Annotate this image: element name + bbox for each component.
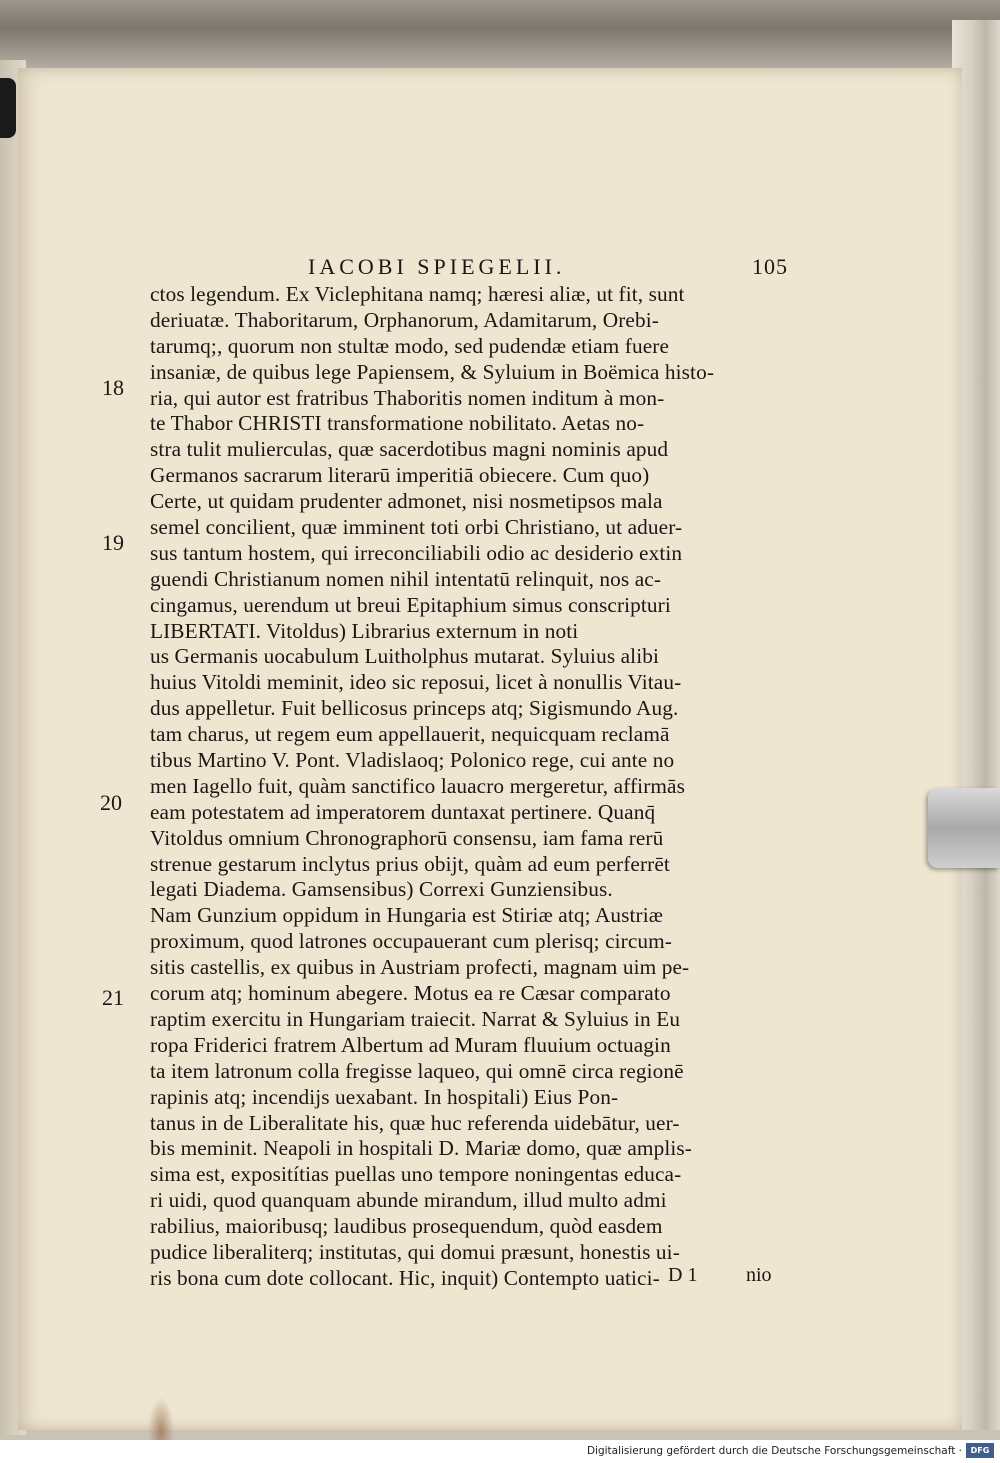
text-line: huius Vitoldi meminit, ideo sic reposui, licet à nonullis Vitau- (150, 670, 682, 695)
folio-number: 105 (752, 254, 788, 279)
text-line: dus appelletur. Fuit bellicosus princeps atq; Sigismundo Aug. (150, 696, 679, 721)
footer-bar (0, 1440, 1000, 1463)
book-top-edge (0, 0, 1000, 70)
text-line: tam charus, ut regem eum appellauerit, nequicquam reclamā (150, 722, 670, 747)
text-line: ropa Friderici fratrem Albertum ad Muram fluuium octuagin (150, 1032, 671, 1057)
text-line: tarumq;, quorum non stultæ modo, sed pudendæ etiam fuere (150, 333, 670, 358)
text-line: tanus in de Liberalitate his, quæ huc referenda uidebātur, uer- (150, 1110, 680, 1135)
margin-number: 19 (102, 530, 124, 555)
text-line: tibus Martino V. Pont. Vladislaoq; Polonico rege, cui ante no (150, 748, 675, 773)
text-line: legati Diadema. Gamsensibus) Correxi Gunziensibus. (150, 877, 613, 902)
text-line: cingamus, uerendum ut breui Epitaphium simus conscripturi (150, 592, 671, 617)
text-line: stra tulit mulierculas, quæ sacerdotibus magni nominis apud (150, 437, 669, 462)
text-line: LIBERTATI. Vitoldus) Librarius externum in noti (150, 618, 579, 643)
text-line: bis meminit. Neapoli in hospitali D. Mariæ domo, quæ amplis- (150, 1136, 692, 1161)
margin-number: 21 (102, 985, 124, 1010)
text-line: sus tantum hostem, qui irreconciliabili odio ac desiderio extin (150, 540, 683, 565)
text-line: corum atq; hominum abegere. Motus ea re Cæsar comparato (150, 981, 671, 1006)
binding-strip (0, 78, 16, 138)
text-line: us Germanis uocabulum Luitholphus mutarat. Syluius alibi (150, 644, 659, 669)
text-line: te Thabor CHRISTI transformatione nobilitato. Aetas no- (150, 411, 645, 436)
text-line: rabilius, maioribusq; laudibus prosequendum, quòd easdem (150, 1214, 663, 1239)
text-line: guendi Christianum nomen nihil intentatū relinquit, nos ac- (150, 566, 662, 591)
text-line: insaniæ, de quibus lege Papiensem, & Syluium in Boëmica histo- (150, 359, 715, 384)
text-line: Vitoldus omnium Chronographorū consensu, iam fama rerū (150, 825, 664, 850)
text-line: Certe, ut quidam prudenter admonet, nisi nosmetipsos mala (150, 489, 663, 514)
text-line: proximum, quod latrones occupauerant cum plerisq; circum- (150, 929, 672, 954)
paper-stain (148, 1396, 174, 1440)
text-line: ri uidi, quod quanquam abunde mirandum, illud multo admi (150, 1188, 667, 1213)
catchword: nio (746, 1264, 772, 1286)
text-line: ta item latronum colla fregisse laqueo, qui omnē circa regionē (150, 1058, 684, 1083)
text-line: strenue gestarum inclytus prius obijt, quàm ad eum perferrēt (150, 851, 670, 876)
margin-number: 18 (102, 375, 124, 400)
text-line: sitis castellis, ex quibus in Austriam profecti, magnam uim pe- (150, 955, 690, 980)
running-title: IACOBI SPIEGELII. (308, 254, 566, 279)
text-line: pudice liberaliterq; institutas, qui domui præsunt, honestis ui- (150, 1239, 680, 1264)
text-line: Germanos sacrarum literarū imperitiā obiecere. Cum quo) (150, 463, 650, 488)
text-line: ctos legendum. Ex Viclephitana namq; hæresi aliæ, ut fit, sunt (150, 282, 685, 306)
text-line: ris bona cum dote collocant. Hic, inquit) Contempto uatici- (150, 1265, 660, 1290)
text-line: eam potestatem ad imperatorem duntaxat pertinere. Quanq̄ (150, 799, 656, 824)
funding-notice: Digitalisierung gefördert durch die Deutsche Forschungsgemeinschaft · (586, 1445, 962, 1457)
book-page (18, 68, 962, 1430)
text-line: rapinis atq; incendijs uexabant. In hospitali) Eius Pon- (150, 1084, 619, 1109)
text-line: deriuatæ. Thaboritarum, Orphanorum, Adamitarum, Orebi- (150, 307, 659, 332)
running-header (308, 254, 788, 280)
text-line: semel concilient, quæ imminent toti orbi Christiano, ut aduer- (150, 515, 683, 540)
dfg-logo-icon: DFG (966, 1443, 994, 1458)
body-text (150, 282, 790, 1292)
text-line: Nam Gunzium oppidum in Hungaria est Stiriæ atq; Austriæ (150, 903, 664, 928)
text-line: ria, qui autor est fratribus Thaboritis nomen inditum à mon- (150, 385, 665, 410)
text-line: men Iagello fuit, quàm sanctifico lauacro mergeretur, affirmās (150, 773, 685, 798)
text-line: raptim exercitu in Hungariam traiecit. Narrat & Syluius in Eu (150, 1006, 681, 1031)
text-line: sima est, expositítias puellas uno tempore noningentas educa- (150, 1162, 682, 1187)
signature-mark: D 1 (668, 1264, 698, 1286)
margin-number: 20 (100, 790, 122, 815)
page-clip (928, 788, 1000, 868)
